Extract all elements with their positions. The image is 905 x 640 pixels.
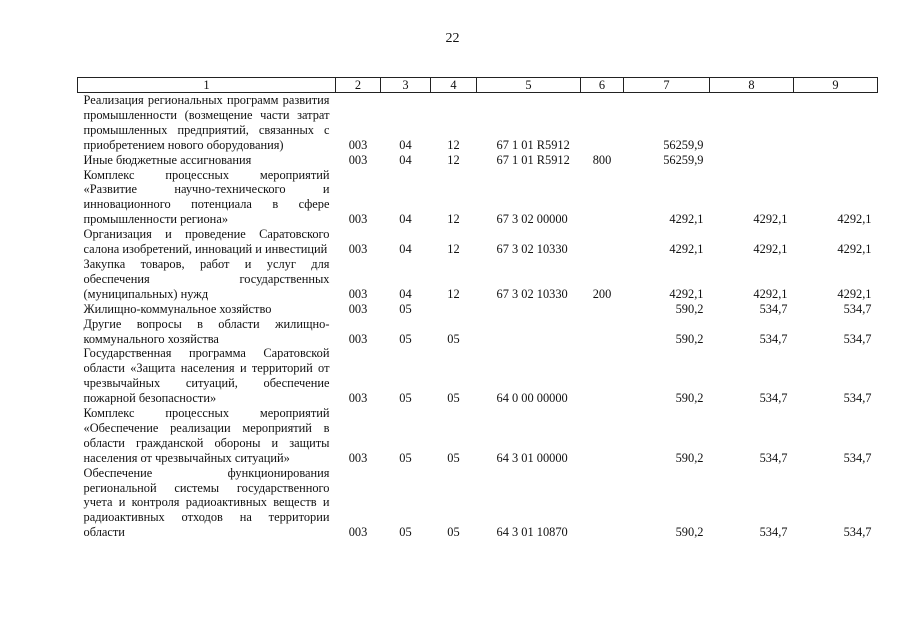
cell-c4 [431, 302, 477, 317]
cell-c8: 4292,1 [753, 242, 788, 257]
cell-c8 [710, 153, 794, 168]
cell-c6 [581, 302, 624, 317]
cell-c2: 003 [348, 301, 368, 316]
cell-c7: 4292,1 [669, 212, 704, 227]
cell-c8: 4292,1 [753, 212, 788, 227]
column-header-9: 9 [794, 78, 878, 93]
row-name: Государственная программа Саратовской области «Защита населения и территорий от чрезвычайных ситуаций, обеспечение пожарной безопасности» [83, 346, 330, 406]
cell-c3: 05 [399, 525, 412, 540]
cell-c5: 64 0 00 00000 [496, 391, 568, 406]
table-row [78, 93, 878, 153]
cell-c9: 534,7 [843, 331, 872, 346]
cell-c9: 534,7 [843, 525, 872, 540]
cell-c3: 05 [399, 450, 412, 465]
cell-c5: 67 1 01 R5912 [496, 137, 570, 152]
cell-c4: 05 [447, 391, 460, 406]
cell-c2: 003 [348, 331, 368, 346]
cell-c8: 534,7 [759, 391, 788, 406]
cell-c9 [794, 153, 878, 168]
cell-c6 [581, 168, 624, 228]
row-name: Закупка товаров, работ и услуг для обеспечения государственных (муниципальных) нужд [83, 256, 330, 301]
table-row [78, 317, 878, 347]
cell-c8: 4292,1 [753, 286, 788, 301]
cell-c7: 590,2 [675, 450, 704, 465]
cell-c7: 590,2 [675, 301, 704, 316]
table-row [78, 346, 878, 406]
table-row [78, 168, 878, 228]
cell-c3: 04 [399, 242, 412, 257]
cell-c8 [710, 93, 794, 153]
cell-c6 [581, 406, 624, 466]
cell-c4: 12 [447, 242, 460, 257]
column-header-7: 7 [624, 78, 710, 93]
cell-c4: 12 [447, 286, 460, 301]
cell-c6: 200 [592, 286, 612, 301]
cell-c6 [581, 317, 624, 347]
cell-c2: 003 [348, 212, 368, 227]
cell-c9: 4292,1 [837, 286, 872, 301]
cell-c5 [477, 302, 581, 317]
cell-c7: 590,2 [675, 331, 704, 346]
column-header-6: 6 [581, 78, 624, 93]
cell-c9: 4292,1 [837, 212, 872, 227]
cell-c8: 534,7 [759, 450, 788, 465]
cell-c8: 534,7 [759, 525, 788, 540]
table-row [78, 406, 878, 466]
cell-c6: 800 [592, 152, 612, 167]
cell-c5: 67 3 02 10330 [496, 286, 568, 301]
row-name: Другие вопросы в области жилищно-коммунального хозяйства [83, 316, 330, 346]
row-name: Комплекс процессных мероприятий «Обеспечение реализации мероприятий в области гражданской обороны и защиты населения от чрезвычайных ситуаций» [83, 406, 330, 465]
row-name: Жилищно-коммунальное хозяйство [83, 301, 272, 316]
cell-c6 [581, 227, 624, 257]
cell-c3: 05 [399, 391, 412, 406]
table-body [78, 93, 878, 541]
column-header-8: 8 [710, 78, 794, 93]
cell-c9: 534,7 [843, 301, 872, 316]
row-name: Иные бюджетные ассигнования [83, 152, 252, 167]
cell-c7: 56259,9 [663, 137, 704, 152]
cell-c5: 67 1 01 R5912 [496, 152, 570, 167]
cell-c9: 534,7 [843, 450, 872, 465]
cell-c9: 4292,1 [837, 242, 872, 257]
cell-c4: 12 [447, 137, 460, 152]
cell-c3: 04 [399, 152, 412, 167]
table-row [78, 227, 878, 257]
column-header-5: 5 [477, 78, 581, 93]
header-row [78, 78, 878, 93]
cell-c2: 003 [348, 391, 368, 406]
cell-c4: 05 [447, 450, 460, 465]
column-header-2: 2 [336, 78, 381, 93]
table-row [78, 153, 878, 168]
cell-c5: 64 3 01 10870 [496, 525, 568, 540]
column-header-3: 3 [381, 78, 431, 93]
cell-c9 [794, 93, 878, 153]
cell-c7: 56259,9 [663, 152, 704, 167]
cell-c2: 003 [348, 137, 368, 152]
cell-c5: 67 3 02 10330 [496, 242, 568, 257]
row-name: Организация и проведение Саратовского салона изобретений, инноваций и инвестиций [83, 227, 330, 257]
cell-c5: 64 3 01 00000 [496, 450, 568, 465]
cell-c6 [581, 466, 624, 541]
cell-c4: 05 [447, 525, 460, 540]
column-header-1: 1 [78, 78, 336, 93]
cell-c7: 4292,1 [669, 286, 704, 301]
table-row [78, 302, 878, 317]
cell-c2: 003 [348, 286, 368, 301]
cell-c5: 67 3 02 00000 [496, 212, 568, 227]
row-name: Реализация региональных программ развития промышленности (возмещение части затрат промышленных предприятий, связанных с приобретением нового оборудования) [83, 93, 330, 152]
cell-c7: 590,2 [675, 391, 704, 406]
cell-c5 [477, 317, 581, 347]
cell-c9: 534,7 [843, 391, 872, 406]
cell-c3: 04 [399, 137, 412, 152]
cell-c2: 003 [348, 152, 368, 167]
cell-c6 [581, 93, 624, 153]
cell-c7: 590,2 [675, 525, 704, 540]
cell-c2: 003 [348, 525, 368, 540]
table-header [78, 78, 878, 93]
budget-table [77, 77, 878, 540]
cell-c3: 05 [399, 301, 412, 316]
cell-c3: 05 [399, 331, 412, 346]
cell-c3: 04 [399, 212, 412, 227]
cell-c8: 534,7 [759, 301, 788, 316]
cell-c2: 003 [348, 242, 368, 257]
cell-c3: 04 [399, 286, 412, 301]
table-row [78, 466, 878, 541]
page-number: 22 [445, 31, 460, 46]
cell-c4: 12 [447, 152, 460, 167]
table-row [78, 257, 878, 302]
row-name: Обеспечение функционирования региональной системы государственного учета и контроля радиоактивных веществ и радиоактивных отходов на территории области [83, 465, 330, 540]
cell-c2: 003 [348, 450, 368, 465]
cell-c4: 05 [447, 331, 460, 346]
row-name: Комплекс процессных мероприятий «Развитие научно-технического и инновационного потенциала в сфере промышленности региона» [83, 167, 330, 227]
cell-c7: 4292,1 [669, 242, 704, 257]
column-header-4: 4 [431, 78, 477, 93]
cell-c6 [581, 346, 624, 406]
cell-c4: 12 [447, 212, 460, 227]
cell-c8: 534,7 [759, 331, 788, 346]
